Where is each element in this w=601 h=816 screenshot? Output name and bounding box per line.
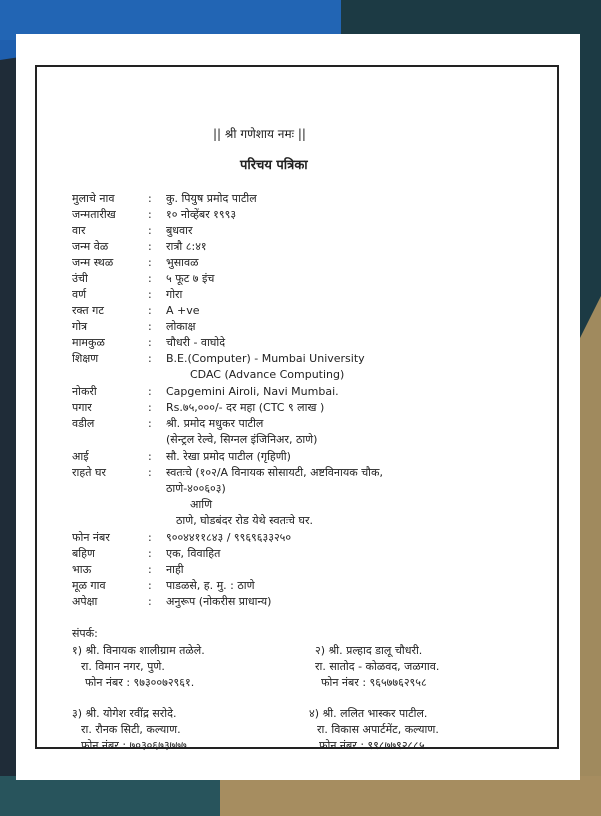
row-label: मुलाचे नाव (72, 192, 115, 205)
document-page (16, 34, 580, 780)
row-value: भुसावळ (166, 256, 199, 269)
row-label: आई (72, 450, 89, 463)
row-value-continuation: CDAC (Advance Computing) (190, 368, 345, 381)
contact-name: ३) श्री. योगेश रवींद्र सरोदे. (72, 707, 177, 720)
row-colon: : (148, 531, 152, 544)
contact-name: ४) श्री. ललित भास्कर पाटील. (309, 707, 428, 720)
row-colon: : (148, 547, 152, 560)
row-colon: : (148, 192, 152, 205)
document-title: परिचय पत्रिका (240, 158, 308, 173)
row-value-continuation: ठाणे-४००६०३) (166, 482, 226, 495)
row-label: जन्म स्थळ (72, 256, 114, 269)
row-value: श्री. प्रमोद मधुकर पाटील (166, 417, 264, 430)
row-value: ९००४४११८४३ / ९९६९६३३२५० (166, 531, 292, 544)
contact-name: २) श्री. प्रल्हाद डालू चौधरी. (315, 644, 423, 657)
row-colon: : (148, 272, 152, 285)
contact-phone: फोन नंबर : ९६५७७६२९५८ (321, 676, 427, 689)
row-label: पगार (72, 401, 92, 414)
row-label: बहिण (72, 547, 95, 560)
row-label: गोत्र (72, 320, 88, 333)
row-label: शिक्षण (72, 352, 99, 365)
row-value: ५ फूट ७ इंच (166, 272, 215, 285)
row-label: जन्मतारीख (72, 208, 116, 221)
row-value: लोकाक्ष (166, 320, 196, 333)
invocation-header: || श्री गणेशाय नमः || (213, 127, 306, 141)
row-colon: : (148, 385, 152, 398)
row-label: रक्त गट (72, 304, 104, 317)
row-label: उंची (72, 272, 88, 285)
row-colon: : (148, 579, 152, 592)
row-label: नोकरी (72, 385, 97, 398)
row-colon: : (148, 563, 152, 576)
contact-address: रा. रौनक सिटी, कल्याण. (81, 723, 181, 736)
row-value: कु. पियुष प्रमोद पाटील (166, 192, 257, 205)
contact-phone: फोन नंबर : ९७३००७२९६१. (85, 676, 195, 689)
row-label: अपेक्षा (72, 595, 98, 608)
row-colon: : (148, 336, 152, 349)
row-colon: : (148, 401, 152, 414)
row-colon: : (148, 304, 152, 317)
row-value: Rs.७५,०००/- दर महा (CTC ९ लाख ) (166, 401, 325, 414)
row-value: चौधरी - वाघोदे (166, 336, 226, 349)
background-gold-band (200, 776, 601, 816)
contact-phone: फोन नंबर : ९९८७७९२८८५ (319, 739, 425, 752)
row-value-continuation: ठाणे, घोडबंदर रोड येथे स्वतःचे घर. (176, 514, 314, 527)
row-value: B.E.(Computer) - Mumbai University (166, 352, 365, 365)
row-value: Capgemini Airoli, Navi Mumbai. (166, 385, 339, 398)
row-value: सौ. रेखा प्रमोद पाटील (गृहिणी) (166, 450, 291, 463)
row-label: राहते घर (72, 466, 106, 479)
row-label: जन्म वेळ (72, 240, 109, 253)
row-label: फोन नंबर (72, 531, 110, 544)
row-label: वर्ण (72, 288, 87, 301)
row-colon: : (148, 208, 152, 221)
row-value: रात्रौ ८:४१ (166, 240, 207, 253)
row-value-continuation: आणि (190, 498, 213, 511)
row-label: मूळ गाव (72, 579, 106, 592)
row-value: १० नोव्हेंबर १९९३ (166, 208, 237, 221)
row-label: वार (72, 224, 86, 237)
row-label: वडील (72, 417, 95, 430)
row-colon: : (148, 320, 152, 333)
row-colon: : (148, 466, 152, 479)
row-value-continuation: (सेन्ट्रल रेल्वे, सिग्नल इंजिनिअर, ठाणे) (166, 433, 318, 446)
contact-address: रा. विमान नगर, पुणे. (81, 660, 165, 673)
document-border (35, 65, 559, 752)
row-value: पाडळसे, ह. मु. : ठाणे (166, 579, 255, 592)
row-label: भाऊ (72, 563, 92, 576)
row-colon: : (148, 288, 152, 301)
row-value: बुधवार (166, 224, 193, 237)
row-colon: : (148, 224, 152, 237)
row-value: एक, विवाहित (166, 547, 221, 560)
row-value: गोरा (166, 288, 183, 301)
contact-address: रा. विकास अपार्टमेंट, कल्याण. (317, 723, 439, 736)
row-value: नाही (166, 563, 184, 576)
row-colon: : (148, 595, 152, 608)
contact-phone: फोन नंबर : ७०३०६७३७७७. (81, 739, 191, 752)
row-value: A +ve (166, 304, 200, 317)
row-label: मामकुळ (72, 336, 105, 349)
background-teal-band (0, 776, 220, 816)
contact-name: १) श्री. विनायक शालीग्राम तळेले. (72, 644, 205, 657)
row-colon: : (148, 352, 152, 365)
row-colon: : (148, 417, 152, 430)
row-value: अनुरूप (नोकरीस प्राधान्य) (166, 595, 272, 608)
row-value: स्वतःचे (१०२/A विनायक सोसायटी, अष्टविनायक चौक, (166, 466, 383, 479)
contact-address: रा. सातोद - कोळवद, जळगाव. (315, 660, 440, 673)
contacts-heading: संपर्क: (72, 627, 98, 640)
row-colon: : (148, 256, 152, 269)
row-colon: : (148, 240, 152, 253)
row-colon: : (148, 450, 152, 463)
